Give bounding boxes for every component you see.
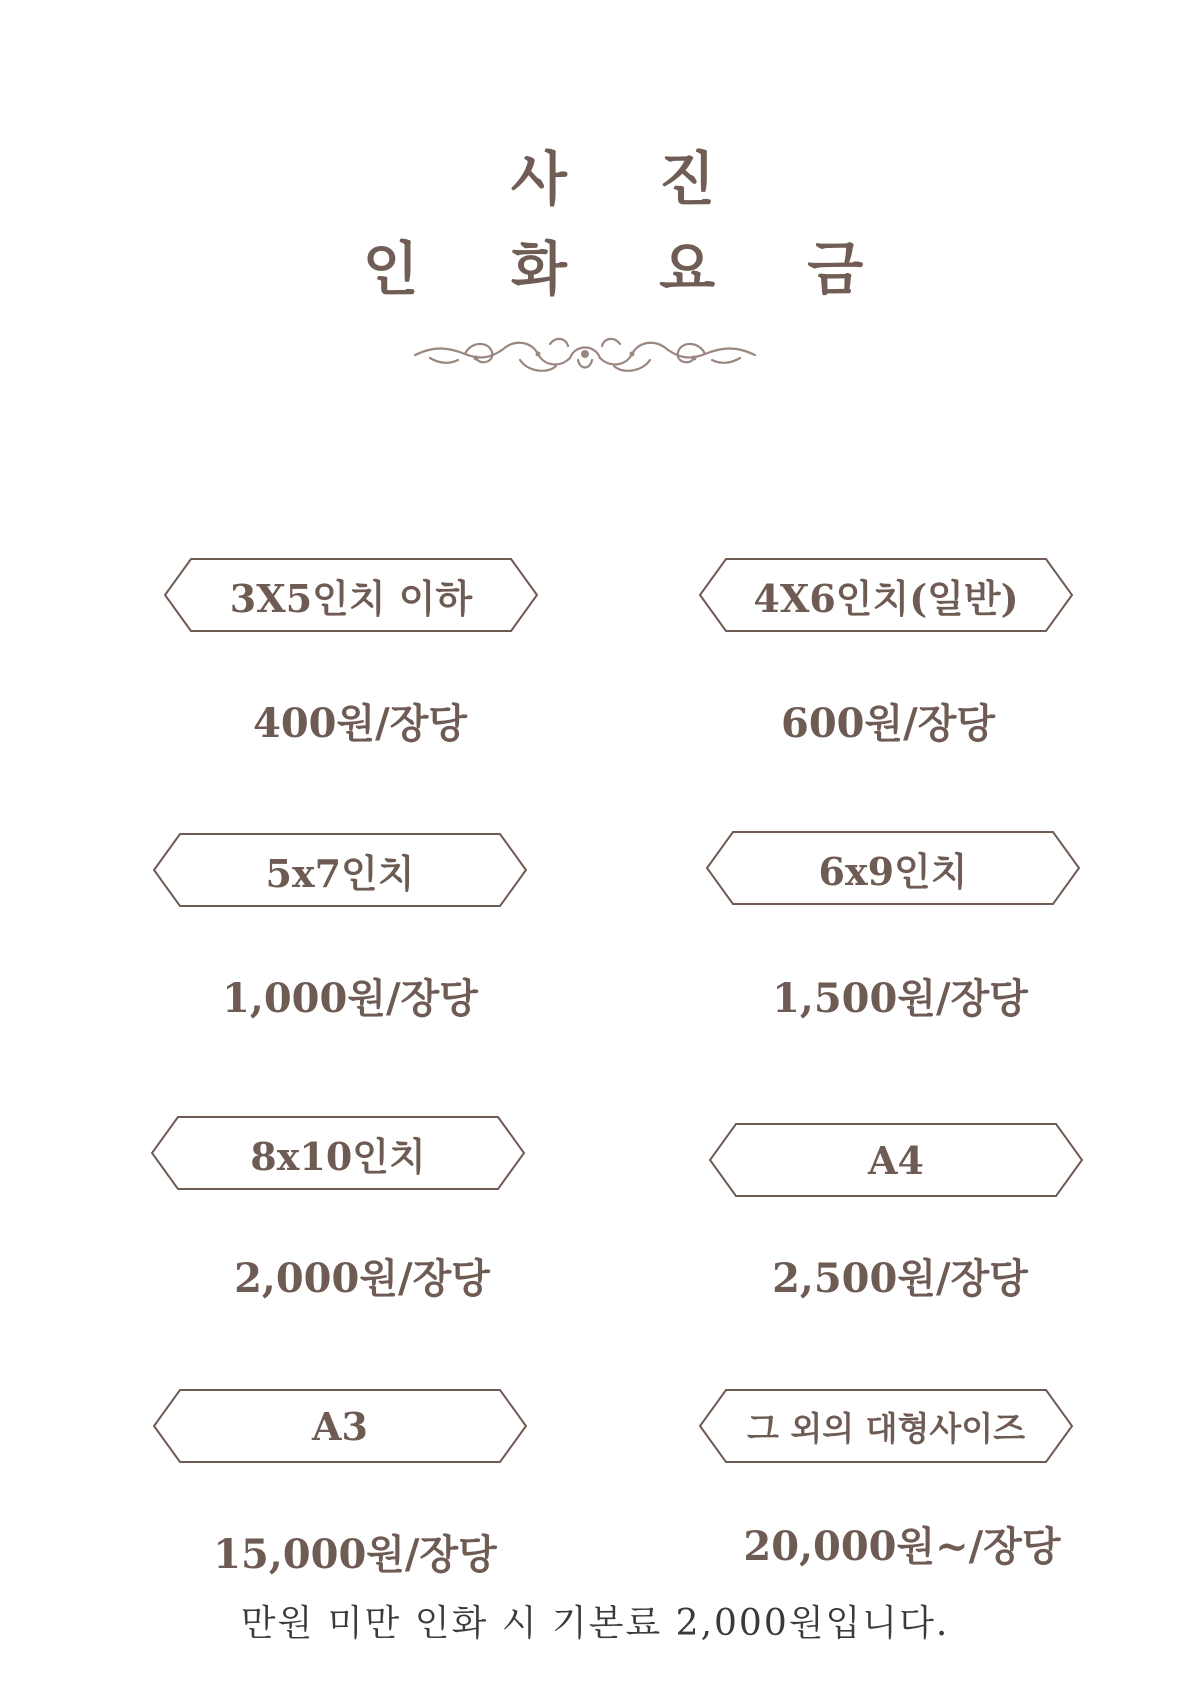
price-6x9: 1,500원/장당 bbox=[772, 975, 1028, 1022]
price-8x10: 2,000원/장당 bbox=[234, 1255, 490, 1302]
page-title-line-2: 인 화 요 금 bbox=[362, 235, 900, 303]
price-a4: 2,500원/장당 bbox=[772, 1255, 1028, 1302]
tag-4x6 bbox=[698, 557, 1074, 633]
tag-5x7 bbox=[152, 832, 528, 908]
tag-a4 bbox=[708, 1122, 1084, 1198]
price-large-size: 20,000원~/장당 bbox=[743, 1523, 1061, 1570]
tag-3x5 bbox=[163, 557, 539, 633]
price-4x6: 600원/장당 bbox=[780, 700, 996, 747]
tag-8x10 bbox=[150, 1115, 526, 1191]
flourish-divider-icon bbox=[410, 330, 760, 380]
footnote-minimum-fee: 만원 미만 인화 시 기본료 2,000원입니다. bbox=[240, 1603, 950, 1644]
tag-label: 5x7인치 bbox=[265, 850, 415, 896]
tag-6x9 bbox=[705, 830, 1081, 906]
tag-label: 8x10인치 bbox=[250, 1133, 426, 1179]
tag-label: 6x9인치 bbox=[818, 848, 968, 894]
tag-a3 bbox=[152, 1388, 528, 1464]
page-title-line-1: 사 진 bbox=[510, 145, 752, 213]
tag-label: 4X6인치(일반) bbox=[753, 575, 1019, 621]
price-a3: 15,000원/장당 bbox=[213, 1531, 497, 1578]
tag-label: A4 bbox=[868, 1137, 924, 1183]
tag-large-size bbox=[698, 1388, 1074, 1464]
price-3x5: 400원/장당 bbox=[252, 700, 468, 747]
tag-label: 그 외의 대형사이즈 bbox=[746, 1408, 1025, 1448]
tag-label: A3 bbox=[312, 1403, 368, 1449]
price-5x7: 1,000원/장당 bbox=[222, 975, 478, 1022]
tag-label: 3X5인치 이하 bbox=[229, 575, 473, 621]
